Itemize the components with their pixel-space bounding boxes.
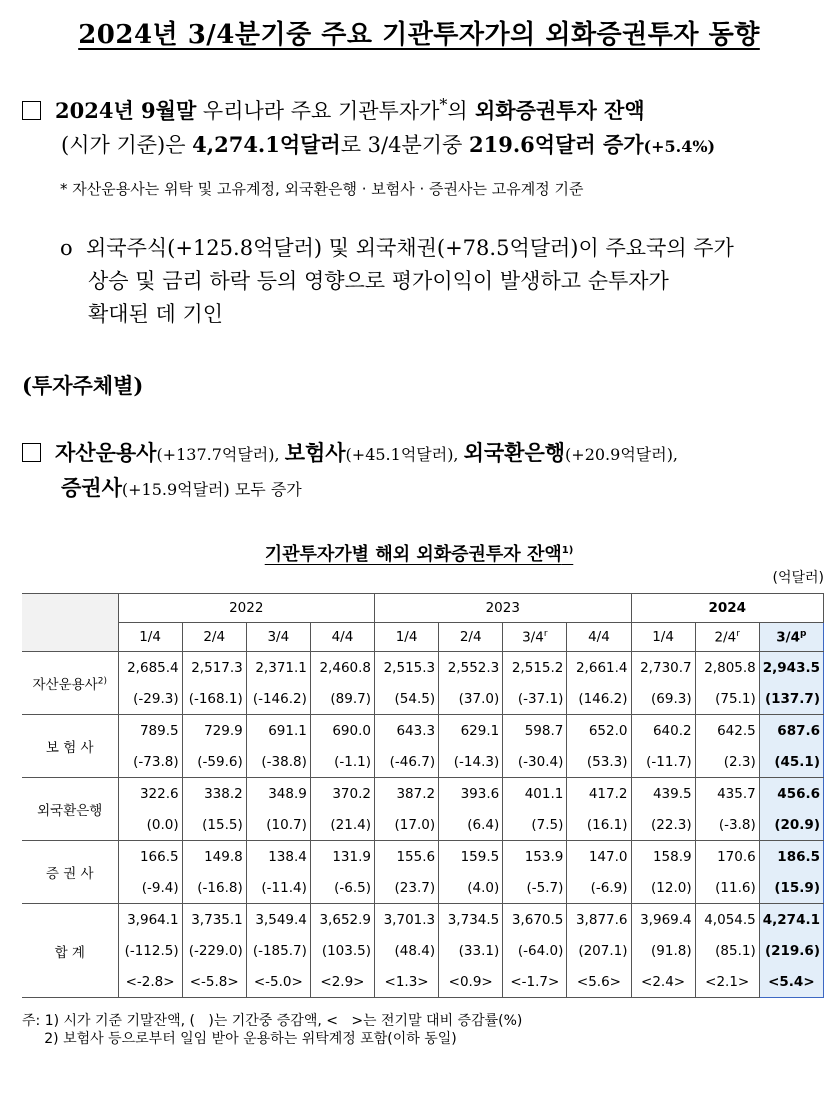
row-label bbox=[22, 715, 118, 778]
table-cell: (21.4) bbox=[310, 809, 374, 841]
table-row bbox=[22, 809, 824, 841]
table-cell: 149.8 bbox=[182, 841, 246, 873]
table-cell: 3,670.5 bbox=[503, 904, 567, 936]
table-cell: 3,735.1 bbox=[182, 904, 246, 936]
table-cell: (22.3) bbox=[631, 809, 695, 841]
table-cell: 642.5 bbox=[695, 715, 759, 747]
quarter-label: 3/4 bbox=[267, 629, 290, 645]
footnotes bbox=[22, 1012, 522, 1048]
investor-change: (+15.9억달러) 모두 증가 bbox=[121, 480, 302, 499]
table-cell: 3,701.3 bbox=[375, 904, 439, 936]
table-cell: (-11.7) bbox=[631, 746, 695, 778]
table-cell: 3,969.4 bbox=[631, 904, 695, 936]
table-cell: 401.1 bbox=[503, 778, 567, 810]
table-cell: (69.3) bbox=[631, 683, 695, 715]
table-cell: 166.5 bbox=[118, 841, 182, 873]
quarter-header bbox=[695, 623, 759, 652]
summary-text: 외화증권투자 잔액 bbox=[467, 98, 645, 123]
row-label-text: 외국환은행 bbox=[37, 803, 103, 819]
table-cell: 598.7 bbox=[503, 715, 567, 747]
quarter-label: 3/4 bbox=[522, 629, 544, 646]
table-row bbox=[22, 935, 824, 966]
summary-total: 4,274.1억달러 bbox=[192, 132, 341, 157]
summary-paragraph bbox=[22, 88, 832, 163]
table-cell: (-16.8) bbox=[182, 872, 246, 904]
table-cell: (137.7) bbox=[759, 683, 823, 715]
table-cell: (103.5) bbox=[310, 935, 374, 966]
footnote-1: 주: 1) 시가 기준 기말잔액, ( )는 기간중 증감액, < >는 전기말 대비 증감률(%) bbox=[22, 1013, 523, 1029]
table-row bbox=[22, 841, 824, 873]
table-cell: 3,734.5 bbox=[439, 904, 503, 936]
table-cell: 439.5 bbox=[631, 778, 695, 810]
table-cell: <0.9> bbox=[439, 966, 503, 998]
table-cell: (-64.0) bbox=[503, 935, 567, 966]
table-cell: <-5.0> bbox=[246, 966, 310, 998]
reason-line: 외국주식(+125.8억달러) 및 외국채권(+78.5억달러)이 주요국의 주가 bbox=[86, 236, 734, 260]
reason-line: 확대된 데 기인 bbox=[88, 302, 224, 326]
table-cell: 155.6 bbox=[375, 841, 439, 873]
table-cell: (-37.1) bbox=[503, 683, 567, 715]
table-cell: 370.2 bbox=[310, 778, 374, 810]
table-title-text: 기관투자가별 해외 외화증권투자 잔액 bbox=[264, 544, 562, 565]
table-cell: 131.9 bbox=[310, 841, 374, 873]
table-cell: 138.4 bbox=[246, 841, 310, 873]
table-cell: (15.9) bbox=[759, 872, 823, 904]
quarter-header bbox=[631, 623, 695, 652]
table-row bbox=[22, 652, 824, 684]
row-label bbox=[22, 904, 118, 998]
table-cell: (-30.4) bbox=[503, 746, 567, 778]
table-cell: 2,515.3 bbox=[375, 652, 439, 684]
table-cell: (89.7) bbox=[310, 683, 374, 715]
table-cell: (2.3) bbox=[695, 746, 759, 778]
table-cell: (-5.7) bbox=[503, 872, 567, 904]
table-cell: 2,515.2 bbox=[503, 652, 567, 684]
quarter-label: 1/4 bbox=[139, 629, 161, 645]
investor-change: (+45.1억달러), bbox=[345, 445, 464, 464]
row-label-text: 자산운용사 bbox=[32, 677, 98, 693]
table-cell: 652.0 bbox=[567, 715, 631, 747]
footnote-2: 2) 보험사 등으로부터 일임 받아 운용하는 위탁계정 포함(이하 동일) bbox=[22, 1031, 457, 1047]
table-cell: 147.0 bbox=[567, 841, 631, 873]
table-cell: 789.5 bbox=[118, 715, 182, 747]
table-cell: (85.1) bbox=[695, 935, 759, 966]
quarter-sup: r bbox=[736, 628, 740, 639]
quarter-header bbox=[567, 623, 631, 652]
table-cell: (12.0) bbox=[631, 872, 695, 904]
table-cell: (-1.1) bbox=[310, 746, 374, 778]
quarter-header-row bbox=[22, 623, 824, 652]
quarter-label: 4/4 bbox=[588, 629, 610, 645]
table-cell: (6.4) bbox=[439, 809, 503, 841]
quarter-label: 2/4 bbox=[459, 629, 482, 645]
table-cell: (146.2) bbox=[567, 683, 631, 715]
table-cell: (219.6) bbox=[759, 935, 823, 966]
table-row bbox=[22, 872, 824, 904]
table-cell: (-59.6) bbox=[182, 746, 246, 778]
table-cell: (-73.8) bbox=[118, 746, 182, 778]
table-cell: (75.1) bbox=[695, 683, 759, 715]
investor-name: 증권사 bbox=[61, 475, 122, 500]
page-title: 2024년 3/4분기중 주요 기관투자가의 외화증권투자 동향 bbox=[78, 20, 760, 50]
table-cell: (33.1) bbox=[439, 935, 503, 966]
table-cell: 691.1 bbox=[246, 715, 310, 747]
quarter-sup: p bbox=[800, 628, 807, 639]
table-cell: 2,371.1 bbox=[246, 652, 310, 684]
table-cell: 4,274.1 bbox=[759, 904, 823, 936]
table-cell: (207.1) bbox=[567, 935, 631, 966]
table-cell: (53.3) bbox=[567, 746, 631, 778]
table-cell: 387.2 bbox=[375, 778, 439, 810]
table-cell: 456.6 bbox=[759, 778, 823, 810]
table-cell: <-1.7> bbox=[503, 966, 567, 998]
table-cell: (-3.8) bbox=[695, 809, 759, 841]
table-cell: (-6.9) bbox=[567, 872, 631, 904]
table-cell: (54.5) bbox=[375, 683, 439, 715]
table-cell: 4,054.5 bbox=[695, 904, 759, 936]
table-cell: (-29.3) bbox=[118, 683, 182, 715]
table-row bbox=[22, 683, 824, 715]
row-label-text: 보 험 사 bbox=[45, 740, 94, 756]
table-cell: 170.6 bbox=[695, 841, 759, 873]
table-cell: <2.9> bbox=[310, 966, 374, 998]
table-cell: 687.6 bbox=[759, 715, 823, 747]
basis-note: * 자산운용사는 위탁 및 고유계정, 외국환은행 · 보험사 · 증권사는 고유계정 기준 bbox=[60, 180, 584, 198]
table-cell: <1.3> bbox=[375, 966, 439, 998]
table-cell: (48.4) bbox=[375, 935, 439, 966]
table-cell: 2,805.8 bbox=[695, 652, 759, 684]
table-cell: 3,652.9 bbox=[310, 904, 374, 936]
table-cell: 2,517.3 bbox=[182, 652, 246, 684]
table-cell: <5.6> bbox=[567, 966, 631, 998]
quarter-label: 1/4 bbox=[395, 629, 418, 645]
table-cell: (-6.5) bbox=[310, 872, 374, 904]
investor-name: 보험사 bbox=[284, 440, 346, 465]
reason-line: 상승 및 금리 하락 등의 영향으로 평가이익이 발생하고 순투자가 bbox=[88, 269, 669, 293]
quarter-header bbox=[246, 623, 310, 652]
row-label bbox=[22, 778, 118, 841]
table-cell: (7.5) bbox=[503, 809, 567, 841]
investor-paragraph bbox=[22, 436, 834, 506]
table-cell: 186.5 bbox=[759, 841, 823, 873]
quarter-label: 2/4 bbox=[714, 629, 737, 646]
table-cell: (45.1) bbox=[759, 746, 823, 778]
table-cell: <-5.8> bbox=[182, 966, 246, 998]
investor-name: 자산운용사 bbox=[55, 440, 157, 465]
table-row bbox=[22, 746, 824, 778]
quarter-header bbox=[118, 623, 182, 652]
footnote-marker: * bbox=[439, 95, 448, 114]
row-label bbox=[22, 841, 118, 904]
table-cell: 153.9 bbox=[503, 841, 567, 873]
quarter-label: 4/4 bbox=[331, 629, 354, 645]
investor-name: 외국환은행 bbox=[463, 440, 566, 465]
quarter-label: 3/4 bbox=[776, 629, 800, 646]
table-row bbox=[22, 778, 824, 810]
table-cell: <5.4> bbox=[759, 966, 823, 998]
investor-change: (+20.9억달러), bbox=[565, 445, 679, 464]
table-cell: (37.0) bbox=[439, 683, 503, 715]
table-cell: (-112.5) bbox=[118, 935, 182, 966]
bullet-icon: o bbox=[60, 236, 73, 260]
quarter-header bbox=[182, 623, 246, 652]
table-cell: (10.7) bbox=[246, 809, 310, 841]
table-cell: <2.4> bbox=[631, 966, 695, 998]
table-cell: (-146.2) bbox=[246, 683, 310, 715]
table-cell: 2,661.4 bbox=[567, 652, 631, 684]
table-cell: (11.6) bbox=[695, 872, 759, 904]
table-cell: 2,943.5 bbox=[759, 652, 823, 684]
table-cell: (-38.8) bbox=[246, 746, 310, 778]
table-cell: 322.6 bbox=[118, 778, 182, 810]
holdings-table bbox=[22, 593, 824, 998]
summary-text: 우리나라 주요 기관투자가 bbox=[196, 99, 440, 123]
footnote-marker: 1) bbox=[561, 545, 574, 556]
investor-change: (+137.7억달러), bbox=[156, 445, 285, 464]
quarter-sup: r bbox=[543, 628, 548, 639]
checkbox-square-icon bbox=[22, 101, 41, 120]
table-cell: (-11.4) bbox=[246, 872, 310, 904]
section-heading: (투자주체별) bbox=[22, 373, 144, 398]
table-cell: 158.9 bbox=[631, 841, 695, 873]
table-cell: (16.1) bbox=[567, 809, 631, 841]
table-cell: 2,460.8 bbox=[310, 652, 374, 684]
checkbox-square-icon bbox=[22, 443, 41, 462]
summary-increase: 219.6억달러 증가 bbox=[469, 132, 644, 157]
quarter-label: 2/4 bbox=[203, 629, 226, 645]
table-row bbox=[22, 966, 824, 998]
header-corner bbox=[22, 594, 118, 652]
summary-text: (시가 기준)은 bbox=[61, 133, 193, 157]
table-cell: <2.1> bbox=[695, 966, 759, 998]
table-title bbox=[0, 540, 838, 566]
summary-text: 로 3/4분기중 bbox=[340, 133, 470, 157]
table-cell: 640.2 bbox=[631, 715, 695, 747]
table-cell: (-229.0) bbox=[182, 935, 246, 966]
table-cell: 2,552.3 bbox=[439, 652, 503, 684]
quarter-header bbox=[310, 623, 374, 652]
table-cell: (20.9) bbox=[759, 809, 823, 841]
table-row bbox=[22, 715, 824, 747]
table-cell: <-2.8> bbox=[118, 966, 182, 998]
summary-date: 2024년 9월말 bbox=[55, 98, 197, 123]
table-cell: 643.3 bbox=[375, 715, 439, 747]
table-cell: 338.2 bbox=[182, 778, 246, 810]
table-cell: 2,685.4 bbox=[118, 652, 182, 684]
table-cell: (-14.3) bbox=[439, 746, 503, 778]
year-header: 2023 bbox=[375, 594, 632, 623]
table-cell: 159.5 bbox=[439, 841, 503, 873]
table-cell: (-9.4) bbox=[118, 872, 182, 904]
quarter-header bbox=[439, 623, 503, 652]
table-cell: (23.7) bbox=[375, 872, 439, 904]
table-cell: 629.1 bbox=[439, 715, 503, 747]
table-cell: (4.0) bbox=[439, 872, 503, 904]
quarter-label: 1/4 bbox=[652, 629, 674, 645]
reason-paragraph bbox=[60, 232, 830, 331]
quarter-header bbox=[375, 623, 439, 652]
table-cell: 690.0 bbox=[310, 715, 374, 747]
table-row bbox=[22, 904, 824, 936]
quarter-header bbox=[503, 623, 567, 652]
row-label bbox=[22, 652, 118, 715]
table-cell: 435.7 bbox=[695, 778, 759, 810]
table-cell: 417.2 bbox=[567, 778, 631, 810]
table-cell: (-185.7) bbox=[246, 935, 310, 966]
summary-text: 의 bbox=[447, 99, 468, 123]
table-cell: 348.9 bbox=[246, 778, 310, 810]
table-cell: (17.0) bbox=[375, 809, 439, 841]
year-header: 2022 bbox=[118, 594, 375, 623]
table-cell: (-168.1) bbox=[182, 683, 246, 715]
table-cell: (-46.7) bbox=[375, 746, 439, 778]
year-header: 2024 bbox=[631, 594, 824, 623]
unit-label: (억달러) bbox=[772, 570, 824, 586]
table-cell: 3,549.4 bbox=[246, 904, 310, 936]
table-cell: 729.9 bbox=[182, 715, 246, 747]
quarter-header bbox=[759, 623, 823, 652]
year-header-row bbox=[22, 594, 824, 623]
table-cell: (91.8) bbox=[631, 935, 695, 966]
footnote-marker: 2) bbox=[97, 676, 107, 687]
table-cell: 2,730.7 bbox=[631, 652, 695, 684]
table-cell: 3,877.6 bbox=[567, 904, 631, 936]
table-cell: 393.6 bbox=[439, 778, 503, 810]
table-cell: 3,964.1 bbox=[118, 904, 182, 936]
row-label-text: 합 계 bbox=[54, 944, 85, 961]
summary-rate: (+5.4%) bbox=[643, 137, 716, 156]
table-cell: (0.0) bbox=[118, 809, 182, 841]
table-cell: (15.5) bbox=[182, 809, 246, 841]
row-label-text: 증 권 사 bbox=[45, 866, 94, 882]
